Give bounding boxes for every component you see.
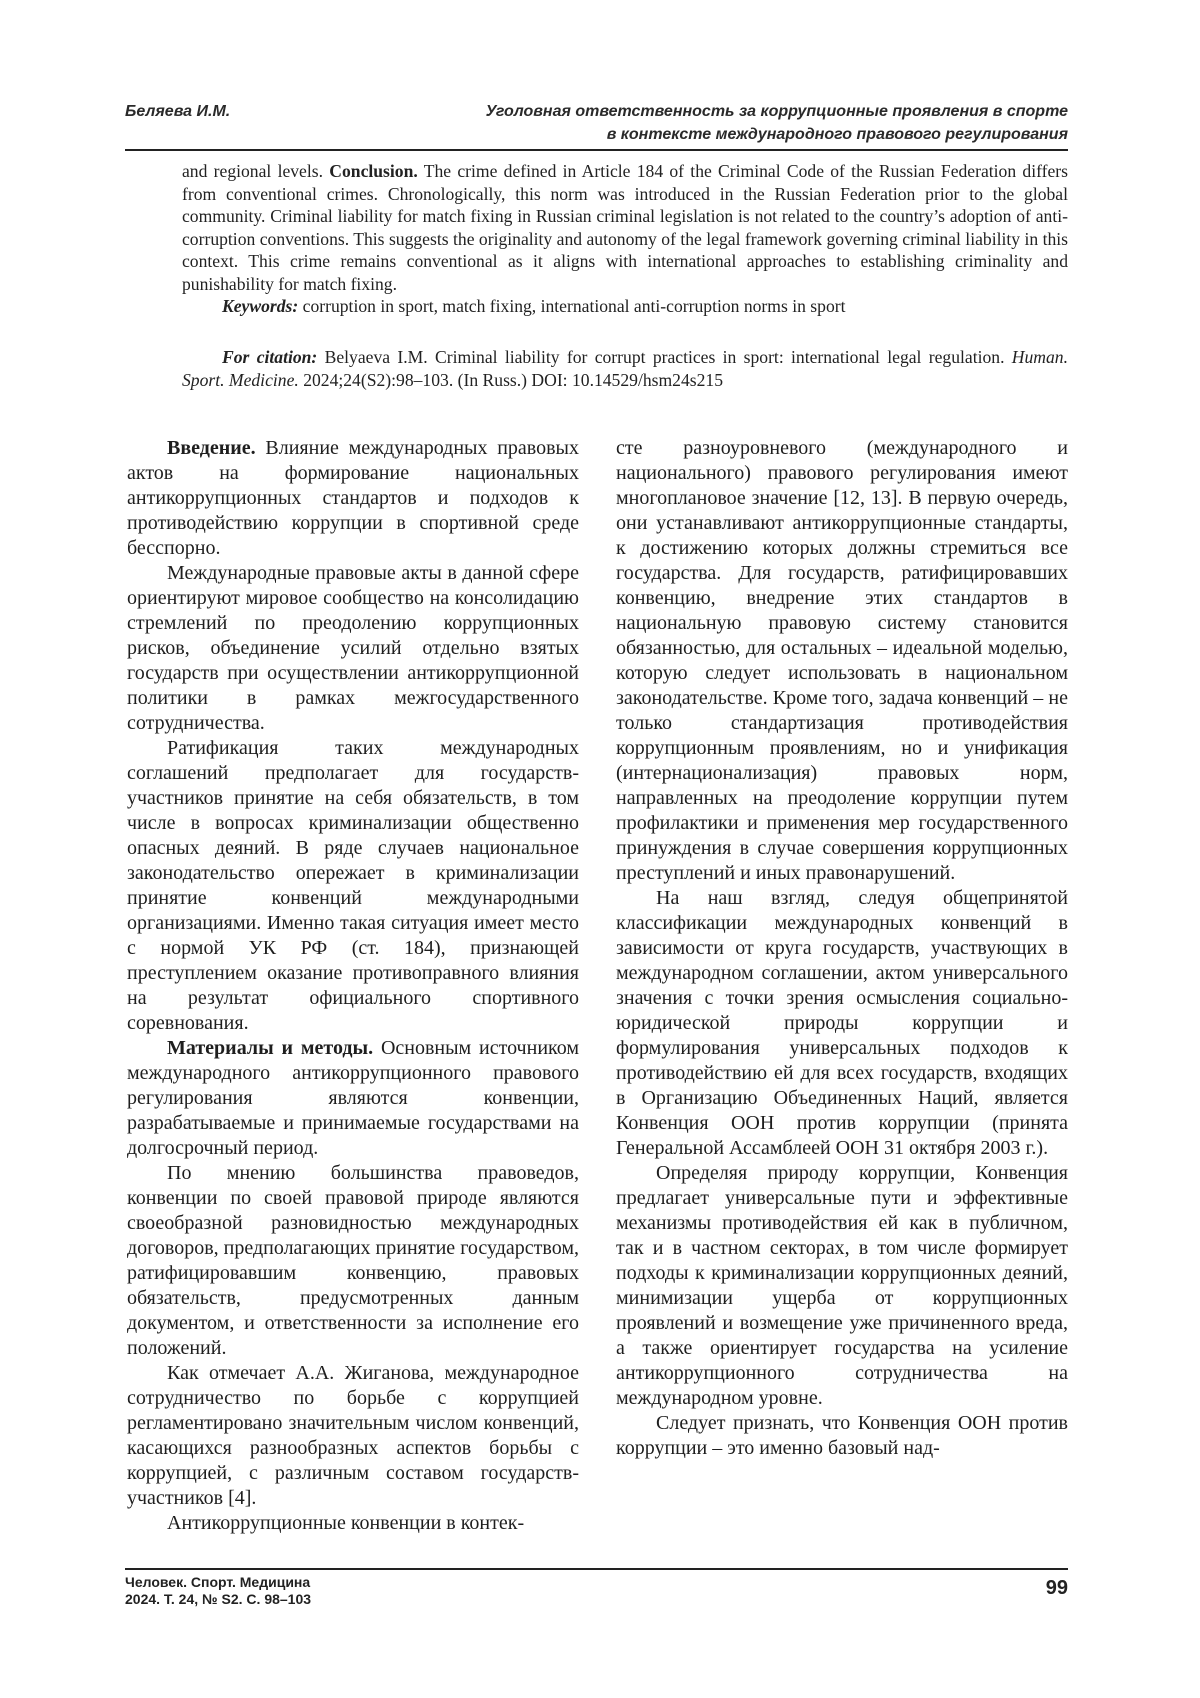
footer-rule [125, 1568, 1068, 1570]
paragraph: Ратификация таких международных соглашений предполагает для государств-участников принятие на себя обязательств, в том числе в вопросах криминализации общественно опасных деяний. В ряде случаев национальное законодательство опережает в криминализации принятие конвенций международными организациями. Именно такая ситуация имеет место с нормой УК РФ (ст. 184), признающей преступлением оказание противоправного влияния на результат официального спортивного соревнования. [127, 737, 579, 1034]
citation-details: 2024;24(S2):98–103. (In Russ.) DOI: 10.14529/hsm24s215 [303, 369, 723, 390]
footer-journal-name: Человек. Спорт. Медицина [125, 1574, 311, 1590]
methods-text: Основным источником международного антикоррупционного правового регулирования являются конвенции, разрабатываемые и принимаемые государствами на долгосрочный период. [127, 1037, 580, 1159]
header-rule [125, 149, 1068, 151]
keywords-label: Keywords: [222, 296, 299, 316]
paragraph: Международные правовые акты в данной сфере ориентируют мировое сообщество на консолидацию стремлений по преодолению коррупционных рисков, объединение усилий отдельно взятых государств при осуществлении антикоррупционной политики в рамках межгосударственного сотрудничества. [127, 562, 579, 734]
paragraph: Следует признать, что Конвенция ООН против коррупции – это именно базовый над- [616, 1412, 1068, 1459]
running-header-author: Беляева И.М. [125, 103, 231, 120]
methods-paragraph [127, 1036, 579, 1161]
footer-journal-issue: 2024. Т. 24, № S2. С. 98–103 [125, 1591, 312, 1607]
right-column [616, 436, 1068, 1461]
intro-paragraph [127, 436, 579, 561]
citation-label: For citation: [222, 347, 318, 367]
page-number: 99 [1045, 1577, 1068, 1599]
citation [182, 346, 1068, 391]
abstract-conclusion [182, 160, 1068, 295]
running-header-title-line1: Уголовная ответственность за коррупционные проявления в спорте [485, 103, 1068, 120]
abstract-block [182, 160, 1068, 318]
abstract-lead: and regional levels. [182, 161, 324, 181]
methods-heading: Материалы и методы. [167, 1037, 374, 1059]
conclusion-text: The crime defined in Article 184 of the Criminal Code of the Russian Federation differs from conventional crimes. Chronologically, this norm was introduced in the Russian Federation prior to the global community. Criminal liability for match fixing in Russian criminal legislation is not related to the country’s adoption of anti-corruption conventions. This suggests the originality and autonomy of the legal framework governing criminal liability in this context. This crime remains conventional as it aligns with international approaches to establishing criminality and punishability for match fixing. [182, 161, 1069, 294]
paragraph: Как отмечает А.А. Жиганова, международное сотрудничество по борьбе с коррупцией регламентировано значительным числом конвенций, касающихся разнообразных аспектов борьбы с коррупцией, с различным составом государств-участников [4]. [127, 1362, 579, 1509]
keywords-text: corruption in sport, match fixing, international anti-corruption norms in sport [302, 296, 846, 316]
citation-text: Belyaeva I.M. Criminal liability for corrupt practices in sport: international legal regulation. [324, 347, 1005, 367]
paragraph: Антикоррупционные конвенции в контек- [167, 1512, 525, 1534]
keywords [182, 295, 1068, 318]
paragraph: На наш взгляд, следуя общепринятой классификации международных конвенций в зависимости от круга государств, участвующих в международном соглашении, актом универсального значения с точки зрения осмысления социально-юридической природы коррупции и формулирования универсальных подходов к противодействию ей для всех государств, входящих в Организацию Объединенных Наций, является Конвенция ООН против коррупции (принята Генеральной Ассамблеей ООН 31 октября 2003 г.). [616, 887, 1068, 1159]
paragraph-continued: сте разноуровневого (международного и национального) правового регулирования имеют многоплановое значение [12, 13]. В первую очередь, они устанавливают антикоррупционные стандарты, к достижению которых должны стремиться все государства. Для государств, ратифицировавших конвенцию, внедрение этих стандартов в национальную правовую систему становится обязанностью, для остальных – идеальной моделью, которую следует использовать в национальном законодательстве. Кроме того, задача конвенций – не только стандартизация противодействия коррупционным проявлениям, но и унификация (интернационализация) правовых норм, направленных на преодоление коррупции путем профилактики и применения мер государственного принуждения в случае совершения коррупционных преступлений и иных правонарушений. [616, 437, 1068, 884]
paragraph: По мнению большинства правоведов, конвенции по своей правовой природе являются своеобразной разновидностью международных договоров, предполагающих принятие государством, ратифицировавшим конвенцию, правовых обязательств, предусмотренных данным документом, и ответственности за исполнение его положений. [127, 1162, 579, 1359]
citation-journal: Human. Sport. Medicine. [182, 347, 1068, 390]
running-header-title-line2: в контексте международного правового регулирования [606, 126, 1068, 143]
intro-heading: Введение. [167, 437, 256, 459]
citation-block [182, 346, 1068, 391]
conclusion-label: Conclusion. [329, 161, 418, 181]
left-column [127, 436, 579, 1536]
paragraph: Определяя природу коррупции, Конвенция предлагает универсальные пути и эффективные механизмы противодействия ей как в публичном, так и в частном секторах, в том числе формирует подходы к криминализации коррупционных деяний, минимизации ущерба от коррупционных проявлений и возмещение уже причиненного вреда, а также ориентирует государства на усиление антикоррупционного сотрудничества на международном уровне. [616, 1162, 1068, 1409]
intro-text: Влияние международных правовых актов на формирование национальных антикоррупционных стандартов и подходов к противодействию коррупции в спортивной среде бесспорно. [127, 437, 579, 559]
